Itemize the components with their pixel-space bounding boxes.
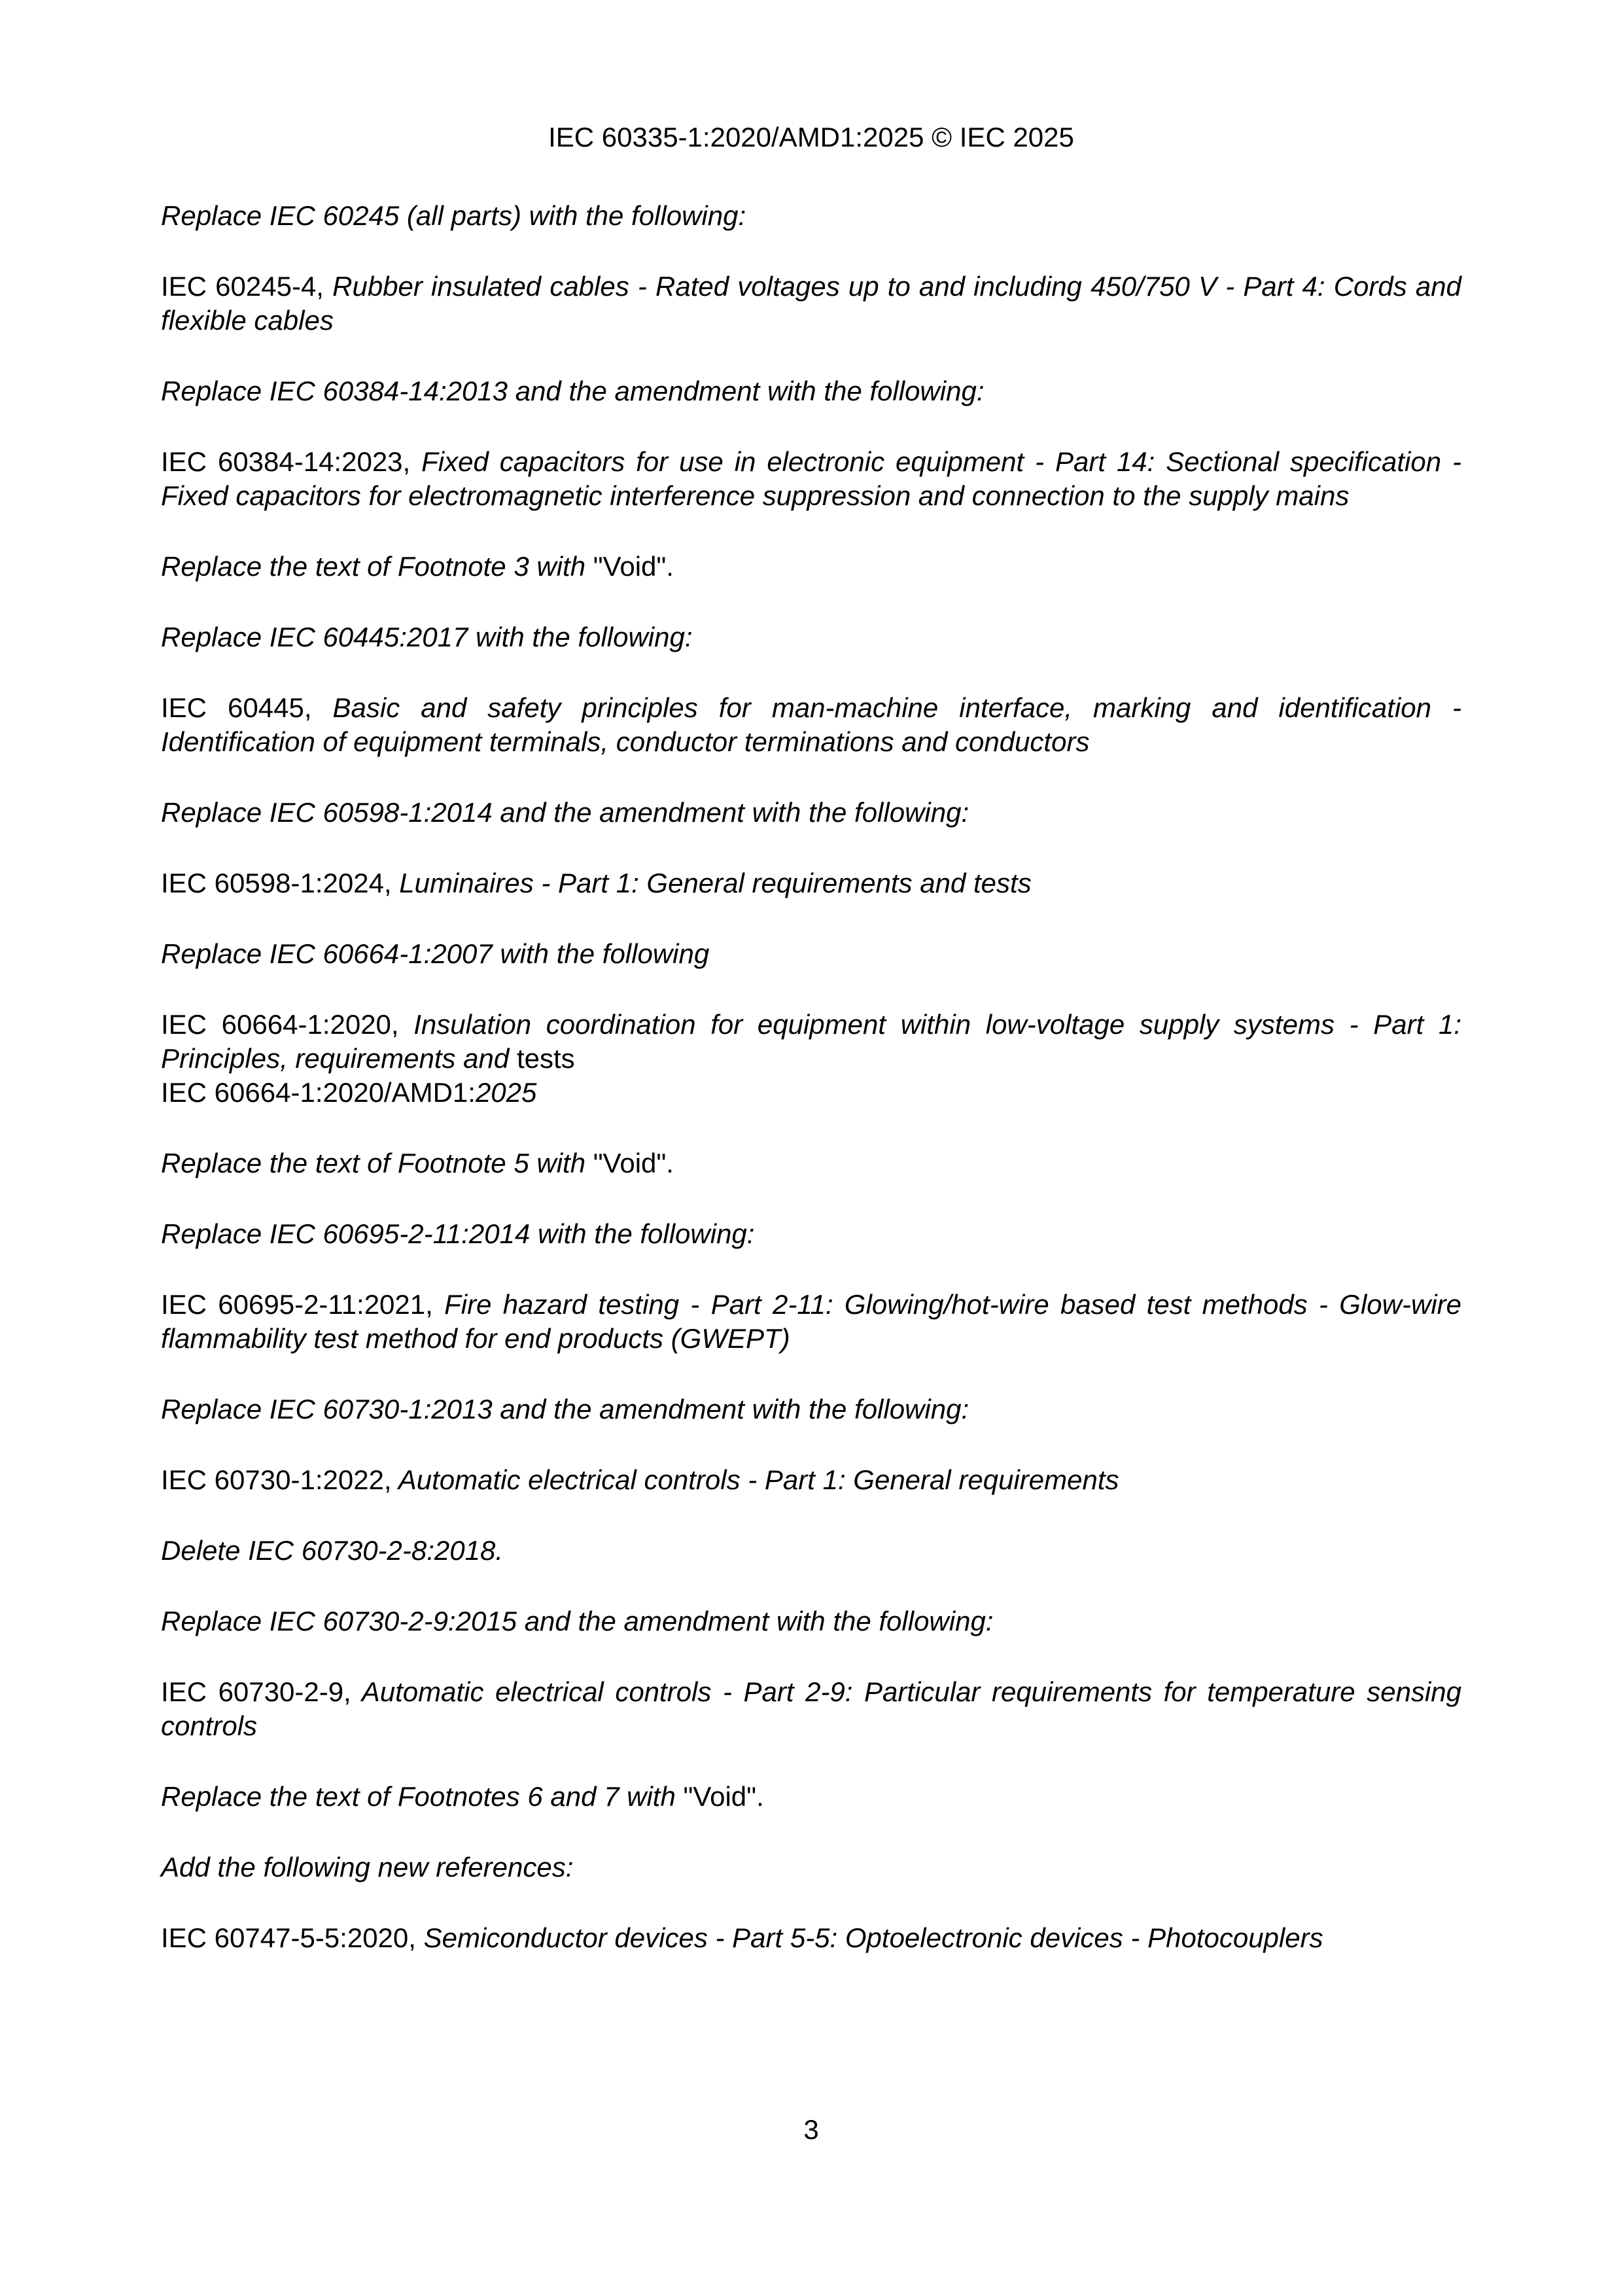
- reference-paragraph: [161, 1921, 1461, 1955]
- instruction-paragraph: [161, 937, 1461, 971]
- text-segment: Replace IEC 60384-14:2013 and the amendment with the following:: [161, 376, 985, 406]
- reference-paragraph: [161, 1675, 1461, 1743]
- text-segment: Replace the text of Footnote 3 with: [161, 551, 593, 582]
- reference-paragraph: [161, 1463, 1461, 1497]
- document-body: [161, 199, 1461, 1992]
- instruction-paragraph: [161, 1217, 1461, 1251]
- text-segment: Semiconductor devices - Part 5-5: Optoelectronic devices - Photocouplers: [415, 1922, 1323, 1953]
- reference-paragraph: [161, 1288, 1461, 1356]
- text-segment: Replace IEC 60730-1:2013 and the amendment with the following:: [161, 1394, 969, 1424]
- text-segment: Fixed capacitors for use in electronic equipment - Part 14: Sectional specification - Fixed capacitors for electromagnetic interference suppression and connection to the supply mains: [161, 446, 1461, 511]
- text-segment: tests: [516, 1043, 575, 1074]
- text-segment: IEC 60747-5-5:2020,: [161, 1922, 416, 1953]
- text-segment: Automatic electrical controls - Part 1: General requirements: [391, 1464, 1119, 1495]
- text-segment: Luminaires - Part 1: General requirements and tests: [391, 868, 1032, 898]
- text-segment: Replace IEC 60445:2017 with the following:: [161, 622, 693, 652]
- instruction-paragraph: [161, 620, 1461, 654]
- text-segment: Replace the text of Footnote 5 with: [161, 1148, 593, 1178]
- instruction-paragraph: [161, 1534, 1461, 1568]
- text-segment: 2025: [475, 1077, 537, 1108]
- instruction-paragraph: [161, 1780, 1461, 1814]
- text-segment: Add the following new references:: [161, 1852, 574, 1882]
- instruction-paragraph: [161, 796, 1461, 830]
- reference-paragraph: [161, 445, 1461, 513]
- instruction-paragraph: [161, 374, 1461, 408]
- instruction-paragraph: [161, 199, 1461, 233]
- text-segment: Automatic electrical controls - Part 2-9: Particular requirements for temperature sensing controls: [161, 1676, 1461, 1741]
- text-segment: IEC 60245-4,: [161, 271, 324, 302]
- text-segment: IEC 60664-1:2020,: [161, 1009, 399, 1040]
- instruction-paragraph: [161, 1392, 1461, 1426]
- text-segment: Delete IEC 60730-2-8:2018.: [161, 1535, 504, 1566]
- text-segment: IEC 60730-1:2022,: [161, 1464, 392, 1495]
- text-segment: IEC 60695-2-11:2021,: [161, 1289, 433, 1320]
- reference-paragraph: [161, 866, 1461, 900]
- reference-paragraph: [161, 691, 1461, 759]
- page-number: 3: [803, 2114, 819, 2145]
- page-header-text: IEC 60335-1:2020/AMD1:2025 © IEC 2025: [548, 122, 1074, 152]
- text-segment: IEC 60384-14:2023,: [161, 446, 411, 477]
- text-segment: IEC 60730-2-9,: [161, 1676, 351, 1707]
- text-segment: "Void".: [593, 551, 674, 582]
- text-segment: Replace IEC 60245 (all parts) with the following:: [161, 200, 746, 231]
- instruction-paragraph: [161, 1850, 1461, 1884]
- text-segment: "Void".: [683, 1781, 764, 1812]
- text-segment: Replace the text of Footnotes 6 and 7 with: [161, 1781, 684, 1812]
- instruction-paragraph: [161, 1146, 1461, 1180]
- text-segment: Replace IEC 60598-1:2014 and the amendment with the following:: [161, 797, 969, 828]
- instruction-paragraph: [161, 550, 1461, 584]
- text-segment: Replace IEC 60695-2-11:2014 with the following:: [161, 1218, 755, 1249]
- text-segment: Rubber insulated cables - Rated voltages up to and including 450/750 V - Part 4: Cords and flexible cables: [161, 271, 1461, 336]
- text-segment: IEC 60598-1:2024,: [161, 868, 392, 898]
- text-segment: Replace IEC 60730-2-9:2015 and the amendment with the following:: [161, 1606, 994, 1636]
- text-segment: Insulation coordination for equipment within low-voltage supply systems - Part 1: Principles, requirements and: [161, 1009, 1461, 1074]
- reference-paragraph: [161, 1008, 1461, 1110]
- text-segment: "Void".: [593, 1148, 674, 1178]
- text-segment: Fire hazard testing - Part 2-11: Glowing/hot-wire based test methods - Glow-wire flammability test method for end products (GWEPT): [161, 1289, 1461, 1354]
- text-segment: Replace IEC 60664-1:2007 with the following: [161, 938, 710, 969]
- text-segment: Basic and safety principles for man-machine interface, marking and identification - Identification of equipment terminals, conductor terminations and conductors: [161, 692, 1461, 757]
- instruction-paragraph: [161, 1604, 1461, 1638]
- reference-paragraph: [161, 270, 1461, 338]
- text-segment: IEC 60664-1:2020/AMD1:: [161, 1077, 476, 1108]
- text-segment: IEC 60445,: [161, 692, 312, 723]
